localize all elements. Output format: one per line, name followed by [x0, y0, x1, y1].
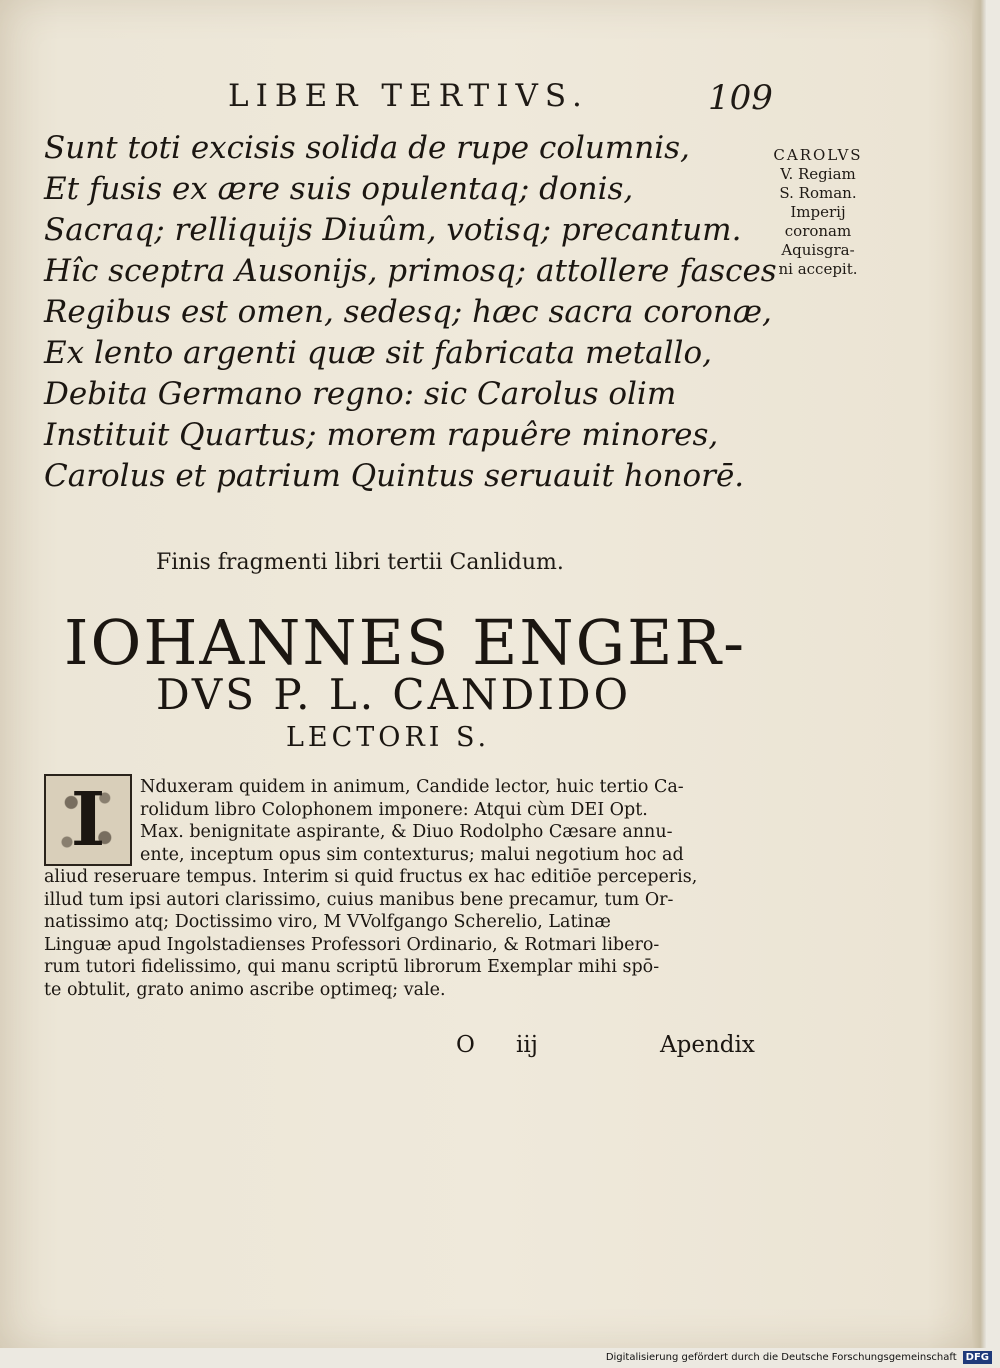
finis-line: Finis fragmenti libri tertii Canlidum. — [156, 550, 564, 575]
body-line: rum tutori fidelissimo, qui manu scriptū librorum Exemplar mihi spō- — [44, 957, 660, 977]
body-line: te obtulit, grato animo ascribe optimeq; vale. — [44, 979, 446, 1000]
verse-line: Regibus est omen, sedesq; hæc sacra coronæ, — [44, 294, 772, 330]
marginal-note-line: Imperij — [790, 203, 846, 221]
body-line: Nduxeram quidem in animum, Candide lector, huic tertio Ca- — [140, 777, 684, 797]
body-line: rolidum libro Colophonem imponere: Atqui cùm DEI Opt. — [140, 799, 648, 820]
body-line: Linguæ apud Ingolstadienses Professori Ordinario, & Rotmari libero- — [44, 934, 660, 955]
verse-line: Hîc sceptra Ausonijs, primosq; attollere fasces — [44, 253, 777, 289]
marginal-note-line: S. Roman. — [779, 184, 857, 202]
funding-credit: Digitalisierung gefördert durch die Deutsche Forschungsgemeinschaft — [605, 1352, 957, 1363]
body-line: natissimo atq; Doctissimo viro, M VVolfgango Scherelio, Latinæ — [44, 912, 611, 932]
marginal-note-line: Aquisgra- — [781, 241, 855, 259]
page-number: 109 — [708, 78, 773, 118]
marginal-note — [762, 146, 874, 279]
verse-line: Ex lento argenti quæ sit fabricata metallo, — [44, 335, 712, 371]
body-line: Max. benignitate aspirante, & Diuo Rodolpho Cæsare annu- — [140, 822, 673, 842]
dfg-logo[interactable]: DFG — [963, 1351, 992, 1364]
verse-line: Sacraq; relliquijs Diuûm, votisq; precantum. — [44, 212, 742, 248]
verse-line: Sunt toti excisis solida de rupe columnis, — [44, 130, 690, 166]
title-line-2: DVS P. L. CANDIDO — [156, 670, 632, 719]
page-edge — [972, 0, 986, 1348]
initial-letter: I — [70, 777, 106, 863]
verse-line: Debita Germano regno: sic Carolus olim — [44, 376, 677, 412]
marginal-note-line: CAROLVS — [773, 146, 863, 164]
title-line-1: IOHANNES ENGER- — [64, 606, 747, 679]
body-line: ente, inceptum opus sim contexturus; malui negotium hoc ad — [140, 844, 684, 865]
body-line: illud tum ipsi autori clarissimo, cuius manibus bene precamur, tum Or- — [44, 889, 674, 910]
catchword: Apendix — [660, 1032, 755, 1058]
signature-number: iij — [516, 1032, 538, 1058]
running-head: LIBER TERTIVS. — [228, 78, 589, 114]
marginal-note-line: coronam — [784, 222, 852, 240]
verse-block — [44, 128, 777, 497]
footer — [606, 1351, 992, 1364]
marginal-note-line: ni accepit. — [778, 260, 858, 278]
verse-line: Et fusis ex ære suis opulentaq; donis, — [44, 171, 634, 207]
verse-line: Carolus et patrium Quintus seruauit honorē. — [44, 458, 745, 494]
signature-mark: O — [456, 1032, 475, 1058]
marginal-note-line: V. Regiam — [780, 165, 856, 183]
verse-line: Instituit Quartus; morem rapuêre minores, — [44, 417, 719, 453]
title-line-3: LECTORI S. — [286, 722, 491, 753]
body-line: aliud reseruare tempus. Interim si quid fructus ex hac editiōe perceperis, — [44, 867, 698, 887]
dedication-text — [44, 776, 784, 1001]
